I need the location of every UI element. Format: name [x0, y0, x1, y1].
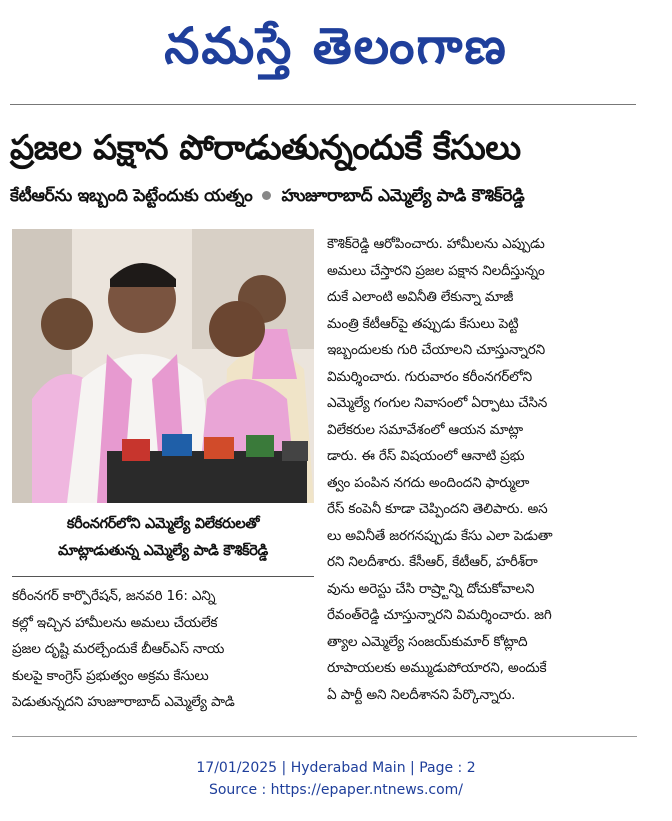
body-line: ఎమ్మెల్యే గంగుల నివాసంలో ఏర్పాటు చేసిన [327, 395, 548, 411]
body-line: మంత్రి కేటీఆర్‌పై తప్పుడు కేసులు పెట్టి [327, 315, 519, 332]
body-line: రేవంత్‌రెడ్డి చూస్తున్నారని విమర్శించారు. జగి [327, 607, 552, 623]
press-meet-photo [12, 229, 314, 503]
body-line: అమలు చేస్తారని ప్రజల పక్షాన నిలదీస్తున్నం [327, 262, 545, 279]
body-line: రని నిలదీశారు. కేసీఆర్, కేటీఆర్, హరీశ్‌రా [327, 554, 538, 570]
body-line: రూపాయలకు అమ్ముడుపోయారని, అందుకే [327, 660, 547, 676]
body-line: కరీంనగర్ కార్పొరేషన్, జనవరి 16: ఎన్ని [12, 588, 216, 604]
edition-info: 17/01/2025 | Hyderabad Main | Page : 2 [196, 760, 476, 776]
body-line: ఇబ్బందులకు గురి చేయాలని చూస్తున్నారని [327, 342, 545, 358]
body-line: త్యాల ఎమ్మెల్యే సంజయ్‌కుమార్ కోట్లాది [327, 633, 528, 650]
body-line: త్వం పంపిన నగదు అందిందని ఫార్ములా [327, 474, 530, 491]
article-column-right [327, 231, 637, 708]
body-line: దుకే ఎలాంటి అవినీతి లేకున్నా మాజీ [327, 289, 514, 305]
body-line: డారు. ఈ రేస్ విషయంలో ఆనాటి ప్రభు [327, 448, 525, 464]
press-meet-illustration [12, 229, 314, 503]
article-column-left [12, 583, 314, 716]
subhead-right: హుజూరాబాద్ ఎమ్మెల్యే పాడి కౌశిక్‌రెడ్డి [281, 186, 525, 206]
caption-line: కరీంనగర్‌లోని ఎమ్మెల్యే విలేకరులతో [66, 516, 260, 532]
article-subhead [10, 183, 650, 209]
body-line: లు అవినీతే జరగనప్పుడు కేసు ఎలా పెడుతా [327, 527, 553, 544]
body-line: కులపై కాంగ్రెస్ ప్రభుత్వం అక్రమ కేసులు [12, 667, 209, 684]
body-line: వును అరెస్టు చేసి రాష్ర్టాన్ని దోచుకోవాలని [327, 580, 535, 597]
footer-divider [12, 736, 637, 737]
article-headline: ప్రజల పక్షాన పోరాడుతున్నందుకే కేసులు [10, 128, 521, 168]
body-line: కౌశిక్‌రెడ్డి ఆరోపించారు. హామీలను ఎప్పుడు [327, 236, 545, 252]
body-line: రేస్ కంపెనీ కూడా చెప్పిందని తెలిపారు. అస [327, 501, 548, 517]
body-line: ప్రజల దృష్టి మరల్చేందుకే బీఆర్‌ఎస్ నాయ [12, 641, 225, 657]
body-line: ఏ పార్టీ అని నిలదీశానని పేర్కొన్నారు. [327, 686, 516, 703]
masthead-divider [10, 104, 636, 105]
caption-divider [12, 576, 314, 577]
caption-line: మాట్లాడుతున్న ఎమ్మెల్యే పాడి కౌశిక్‌రెడ్డి [58, 543, 268, 559]
body-line: విలేకరుల సమావేశంలో ఆయన మాట్లా [327, 421, 523, 438]
body-line: విమర్శించారు. గురువారం కరీంనగర్‌లోని [327, 368, 532, 385]
newspaper-masthead: నమస్తే తెలంగాణ [164, 17, 508, 75]
source-link[interactable]: Source : https://epaper.ntnews.com/ [208, 782, 464, 798]
photo-caption [12, 505, 314, 573]
body-line: కల్లో ఇచ్చిన హామీలను అమలు చేయలేక [12, 614, 218, 631]
subhead-left: కేటీఆర్‌ను ఇబ్బంది పెట్టేందుకు యత్నం [10, 186, 253, 206]
bullet-separator [262, 191, 271, 200]
body-line: పెడుతున్నదని హుజూరాబాద్ ఎమ్మెల్యే పాడి [12, 694, 235, 710]
